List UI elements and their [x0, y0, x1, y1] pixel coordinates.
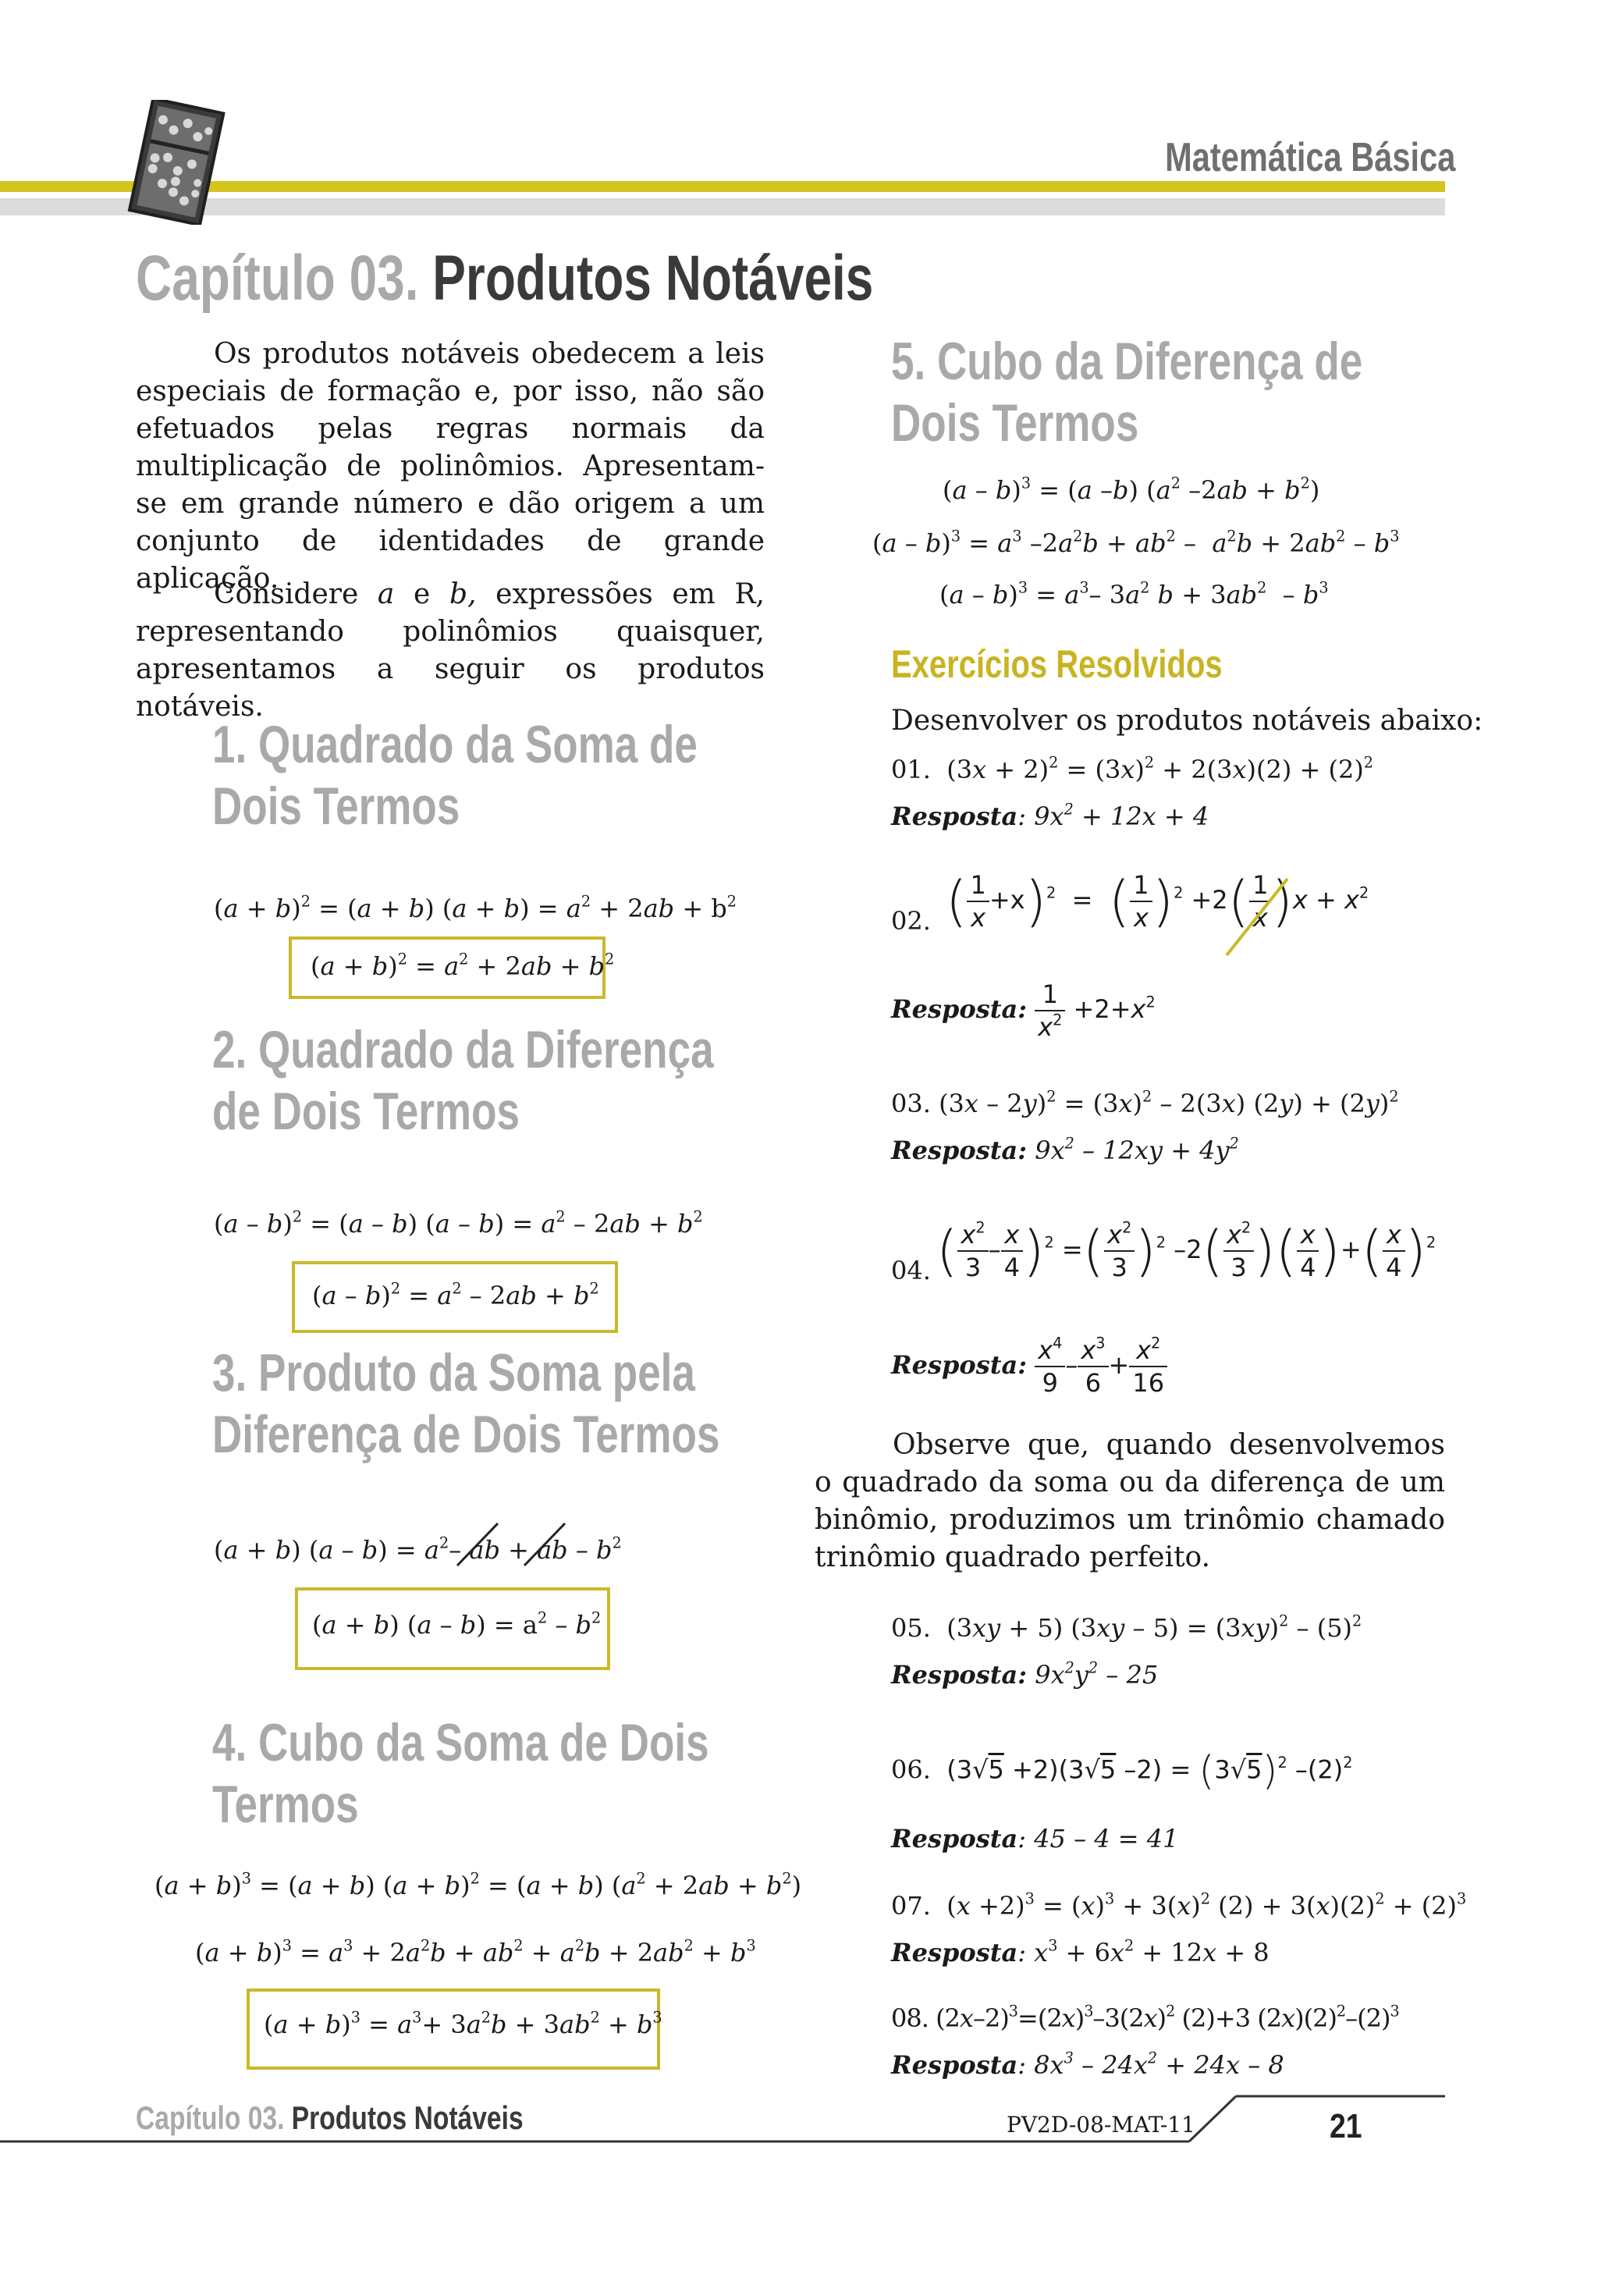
answer-03: Resposta: $9x^2 - 12xy + 4y^2$ [891, 1134, 1239, 1165]
page-number: 21 [1330, 2107, 1362, 2145]
chapter-name: Produtos Notáveis [432, 243, 874, 314]
exercise-02-number: 02. [891, 906, 931, 936]
exercise-02: ( $\frac{1}{x}$ +x)$^2$ = ( $\frac{1}{x}$ )$^2$ +2( $\frac{1}{x}$ )$x + x^2$ [946, 869, 1369, 933]
exercise-04-number: 04. [891, 1256, 931, 1285]
answer-06: Resposta: 45 – 4 = 41 [891, 1824, 1179, 1854]
formula-4a: $(a + b)^3 = (a + b)$ $(a + b)^2 = (a + b)$ $(a^2 + 2ab + b^2)$ [154, 1869, 802, 1900]
section-5-heading: 5. Cubo da Diferença de Dois Termos [891, 332, 1363, 453]
answer-08: Resposta: $8x^3 - 24x^2 + 24x - 8$ [891, 2049, 1284, 2080]
exercise-05: 05. (3xy + 5) $(3xy - 5) = (3xy)^2 - (5)^2$ [891, 1612, 1362, 1643]
exercise-06: 06. (3√5 +2)(3√5 $-2) = (3√5)^2$ $-(2)^2$ [891, 1747, 1353, 1794]
section-2-heading: 2. Quadrado da Diferença de Dois Termos [212, 1020, 714, 1141]
footer-title: Produtos Notáveis [291, 2099, 524, 2136]
exercises-instruction: Desenvolver os produtos notáveis abaixo: [891, 705, 1483, 737]
exercise-03: 03. $(3x - 2y)^2 = (3x)^2 - 2(3x) (2y) + (2y)^2$ [891, 1087, 1399, 1118]
observation-paragraph: Observe que, quando desenvolvemos o quadrado da soma ou da diferença de um binômio, produzimos um trinômio chamado trinômio quadrado perfeito. [815, 1429, 1445, 1573]
exercise-07: 07. $(x +2)^3 = (x)^3 + 3(x)^2$ $(2) + 3(x)(2)^2 + (2)^3$ [891, 1889, 1467, 1921]
footer-rule [0, 2092, 1451, 2154]
exercise-04: ( $\frac{x^2}{3}$ – $\frac{x}{4}$ )$^2$ =( $\frac{x^2}{3}$ )$^2$ –2( $\frac{x^2}{3}$ )( $\frac{x}{4}$ )+( $\frac{x}{4}$ )$^2$ [936, 1218, 1436, 1283]
exercises-heading: Exercícios Resolvidos [891, 642, 1223, 686]
section-3-heading: 3. Produto da Soma pela Diferença de Dois Termos [212, 1343, 720, 1464]
chapter-prefix: Capítulo 03. [136, 243, 419, 314]
chapter-title [136, 242, 1081, 320]
intro-paragraph-2: Considere a e b, expressões em R, representando polinômios quaisquer, apresentamos a seguir os produtos notáveis. [136, 578, 765, 723]
formula-2-result: $(a - b)^2 = a^2 - 2ab + b^2$ [312, 1279, 599, 1310]
header-subject: Matemática Básica [1165, 135, 1456, 180]
answer-07: Resposta: $x^3 + 6x^2 + 12x + 8$ [891, 1936, 1270, 1967]
footer-code: PV2D-08-MAT-11 [1007, 2112, 1195, 2138]
answer-04: Resposta: $\frac{x^4}{9}$ – $\frac{x^3}{6}$ + $\frac{x^2}{16}$ [891, 1335, 1167, 1399]
answer-05: Resposta: $9x^2y^2 - 25$ [891, 1658, 1159, 1690]
formula-3-result: (a + b) $(a - b) = a^2 - b^2$ [312, 1608, 602, 1640]
footer-prefix: Capítulo 03. [136, 2099, 285, 2136]
answer-01: Resposta: $9x^2 + 12x + 4$ [891, 800, 1209, 831]
formula-2: (a – b)$^2$ = (a – b) $(a - b) = a^2 - 2ab + b^2$ [214, 1207, 703, 1239]
cancel-stroke-02 [1222, 874, 1292, 960]
abacus-logo [117, 100, 234, 225]
formula-5b: $(a - b)^3 = a^3$ $-2a^2b + ab^2 - a^2b + 2ab^2 - b^3$ [872, 527, 1400, 558]
section-1-heading: 1. Quadrado da Soma de Dois Termos [212, 715, 698, 836]
answer-02: Resposta: $\frac{1}{x^2}$ $+2+x^2$ [891, 979, 1156, 1042]
formula-1-result: $(a + b)^2 = a^2 + 2ab + b^2$ [311, 950, 615, 981]
formula-5a: (a – b)$^3$ = (a –b) ($a^2$ $-2ab + b^2$) [943, 474, 1320, 505]
section-4-heading: 4. Cubo da Soma de Dois Termos [212, 1713, 709, 1834]
formula-3: (a + b) $(a - b) = a^2-$ ab + ab – $b^2$ [214, 1534, 622, 1565]
cancel-strokes-3 [453, 1517, 577, 1572]
formula-5c: $(a - b)^3 = a^3-$ $3a^2$ $b + 3ab^2 - b^3$ [939, 578, 1329, 610]
exercise-01: 01. $(3x + 2)^2 = (3x)^2 + 2(3x)(2) + (2)^2$ [891, 753, 1374, 784]
formula-4b: $(a + b)^3 = a^3 + 2a^2b + ab^2 + a^2b + 2ab^2 + b^3$ [195, 1936, 756, 1967]
exercise-08: 08. $(2x-2)^3=(2x)^3-3(2x)^2$ (2)+3 $(2x)(2)^2-(2)^3$ [891, 2002, 1399, 2033]
formula-4-result: $(a + b)^3 = a^3+ 3a^2b + 3ab^2 + b^3$ [264, 2008, 662, 2039]
formula-1: $(a + b)^2 = (a + b)$ $(a + b) = a^2 + 2ab + b^2$ [214, 892, 737, 923]
intro-paragraph-1: Os produtos notáveis obedecem a leis especiais de formação e, por isso, não são efetuados pelas regras normais da multiplicação de polinômios. Apresentam-se em grande número e dão origem a um conjunto de identidades de grande aplicação. [136, 338, 765, 595]
